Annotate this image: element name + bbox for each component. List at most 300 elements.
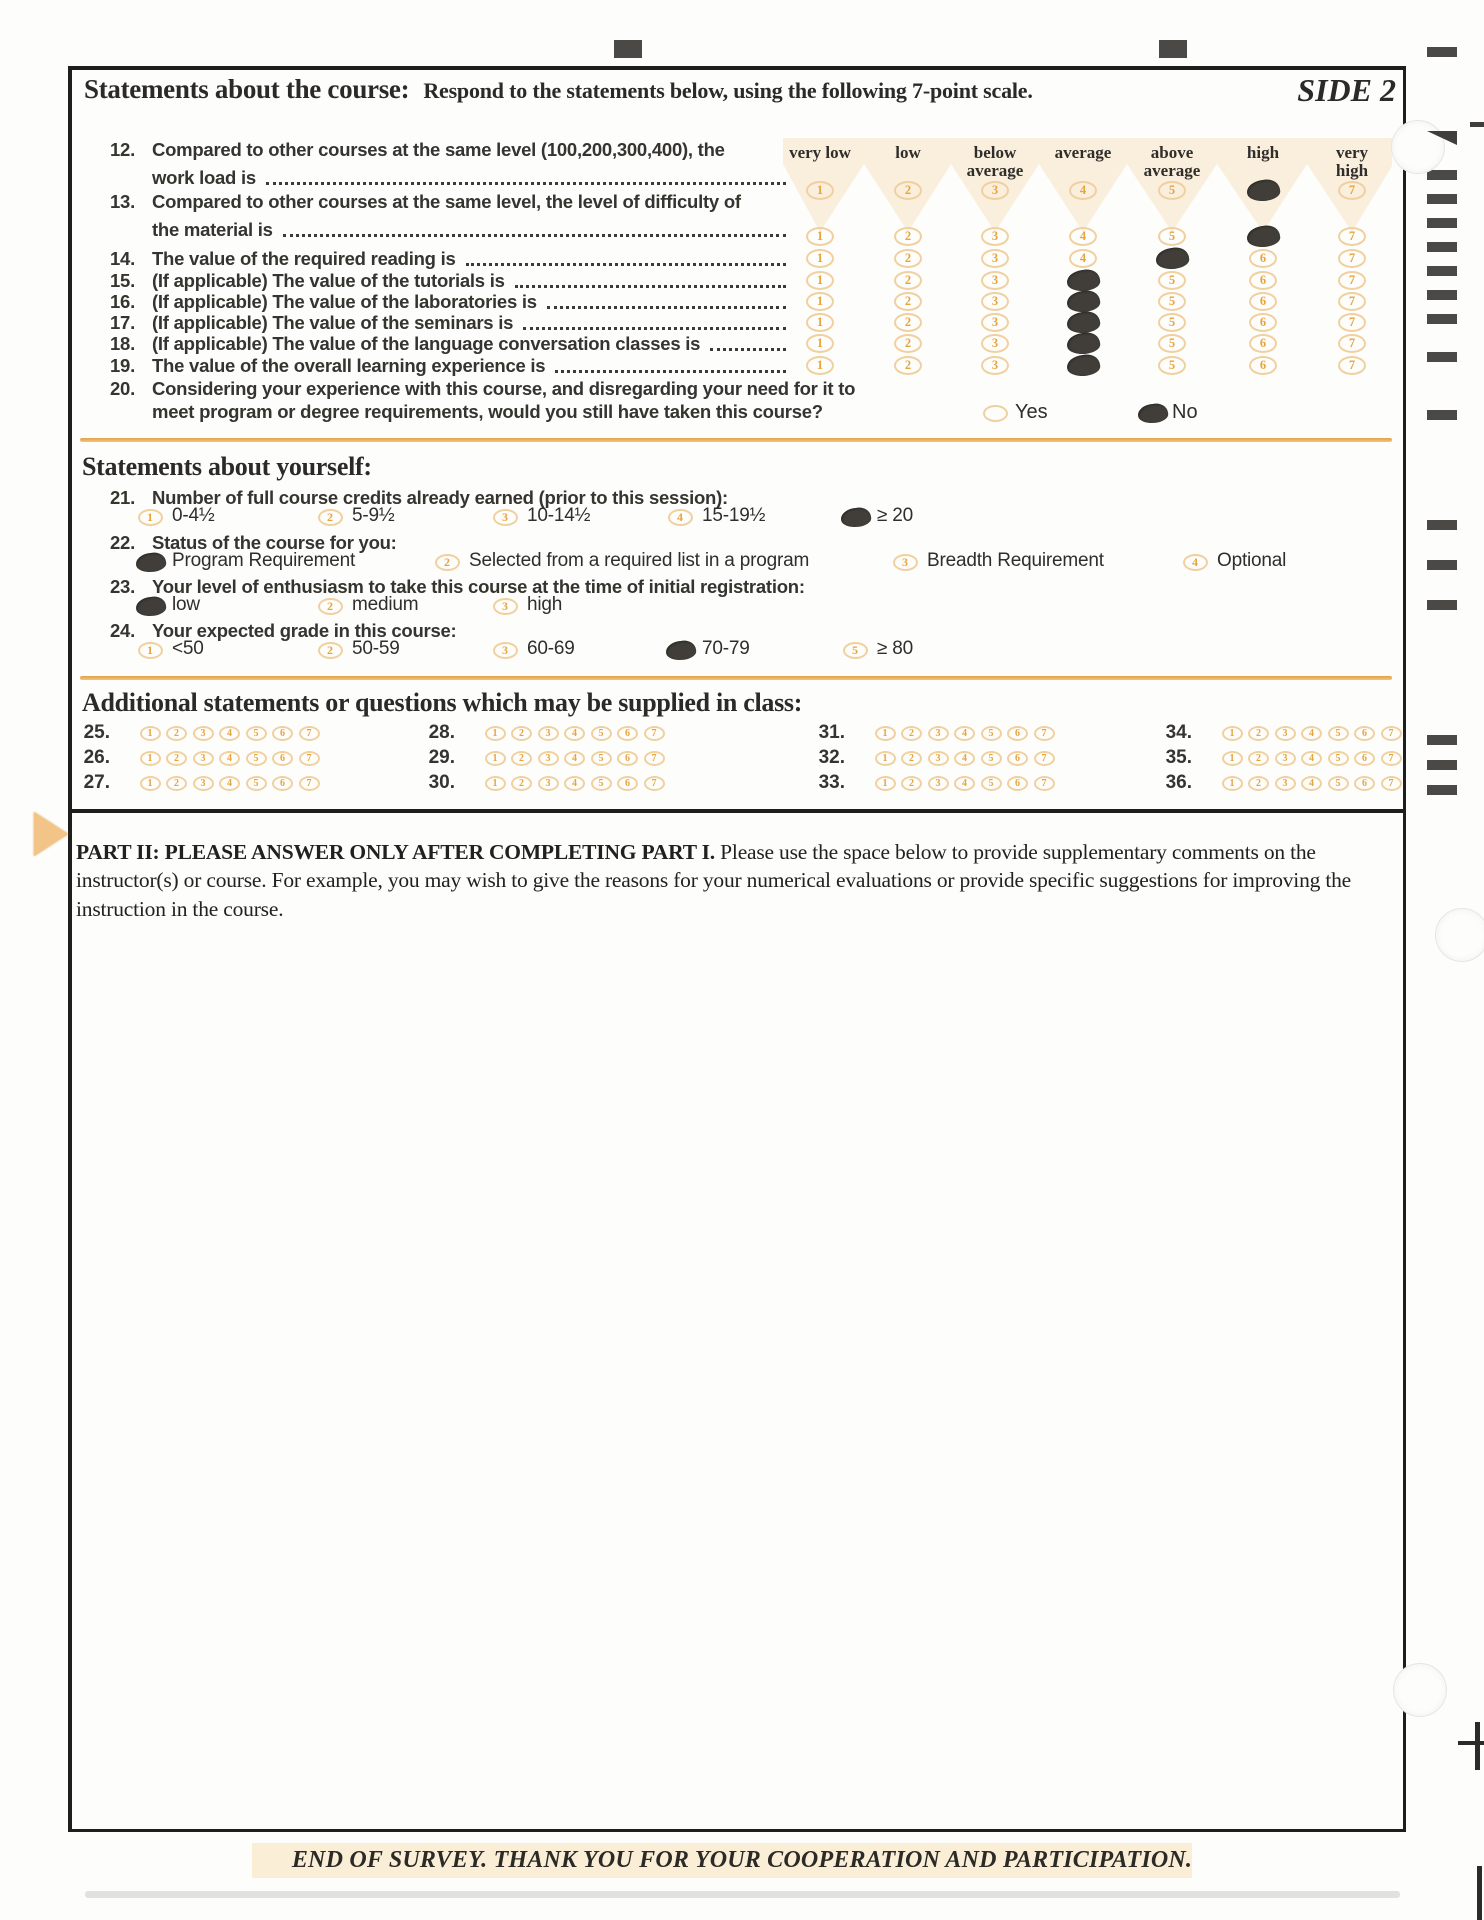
answer-bubble-5[interactable] — [1158, 227, 1186, 246]
question-text: Number of full course credits already earned (prior to this session): — [152, 487, 728, 508]
answer-bubble-4[interactable] — [1301, 751, 1322, 766]
option-label: 60-69 — [527, 638, 575, 659]
answer-bubble-2[interactable] — [1248, 726, 1269, 741]
question-text: (If applicable) The value of the language conversation classes is — [152, 333, 701, 354]
bubble-value: 7 — [651, 752, 657, 764]
answer-bubble-4[interactable] — [219, 776, 240, 791]
answer-bubble-1[interactable] — [485, 751, 506, 766]
answer-bubble-7[interactable] — [1338, 227, 1366, 246]
bubble-value: 7 — [306, 752, 312, 764]
question-text-line — [110, 378, 856, 400]
dotted-leader — [523, 327, 786, 330]
bubble-value: 7 — [651, 777, 657, 789]
answer-bubble-1[interactable] — [875, 751, 896, 766]
answer-bubble-6[interactable] — [1249, 181, 1277, 200]
answer-bubble-3[interactable] — [538, 776, 559, 791]
answer-bubble-7[interactable] — [299, 776, 320, 791]
bubble-value: 7 — [1348, 314, 1356, 329]
option-label: high — [527, 594, 563, 615]
bubble-value: 3 — [935, 752, 941, 764]
bubble-value: 1 — [147, 777, 153, 789]
bubble-value: 3 — [502, 598, 508, 613]
answer-bubble-3[interactable] — [928, 776, 949, 791]
answer-bubble[interactable] — [1140, 405, 1165, 422]
dotted-leader — [515, 285, 786, 288]
answer-bubble-1[interactable] — [485, 726, 506, 741]
dotted-leader — [555, 370, 786, 373]
answer-bubble-4[interactable] — [668, 642, 693, 659]
answer-bubble-3[interactable] — [193, 776, 214, 791]
bubble-value: 4 — [572, 777, 577, 789]
question-number: 22. — [110, 532, 135, 553]
answer-bubble-6[interactable] — [1249, 249, 1277, 268]
dotted-leader — [466, 263, 786, 266]
bubble-value: 1 — [1229, 752, 1235, 764]
answer-bubble-6[interactable] — [1249, 227, 1277, 246]
answer-bubble-3[interactable] — [981, 313, 1009, 332]
answer-bubble-2[interactable] — [318, 598, 343, 615]
bubble-value: 1 — [882, 727, 888, 739]
answer-bubble-5[interactable] — [981, 726, 1002, 741]
answer-bubble-4[interactable] — [219, 726, 240, 741]
answer-bubble-5[interactable] — [1158, 249, 1186, 268]
answer-bubble-5[interactable] — [1158, 181, 1186, 200]
bubble-value: 6 — [1362, 777, 1367, 789]
answer-bubble-1[interactable] — [140, 726, 161, 741]
answer-bubble-5[interactable] — [1158, 271, 1186, 290]
bubble-value: 7 — [1041, 777, 1047, 789]
part2-pointer-arrow — [34, 812, 68, 856]
answer-bubble-5[interactable] — [246, 726, 267, 741]
answer-bubble-6[interactable] — [1007, 751, 1028, 766]
corner-triangle-mark — [1427, 131, 1457, 145]
answer-bubble-7[interactable] — [644, 726, 665, 741]
bubble-value: 3 — [545, 727, 551, 739]
answer-bubble-6[interactable] — [1007, 726, 1028, 741]
bubble-value: 2 — [1256, 727, 1261, 739]
answer-bubble-1[interactable] — [806, 334, 834, 353]
answer-bubble-2[interactable] — [901, 726, 922, 741]
answer-bubble-7[interactable] — [1381, 776, 1402, 791]
answer-bubble-2[interactable] — [435, 554, 460, 571]
answer-bubble-4[interactable] — [1069, 292, 1097, 311]
bubble-value: 5 — [598, 752, 604, 764]
yourself-section-title: Statements about yourself: — [82, 452, 372, 481]
answer-bubble-4[interactable] — [1069, 181, 1097, 200]
answer-bubble-2[interactable] — [894, 356, 922, 375]
answer-bubble-2[interactable] — [166, 751, 187, 766]
timing-mark — [1427, 218, 1457, 228]
additional-question-number: 30. — [428, 772, 455, 793]
bubble-value: 5 — [1168, 182, 1176, 197]
answer-bubble-3[interactable] — [981, 249, 1009, 268]
question-text: (If applicable) The value of the seminars is — [152, 312, 514, 333]
answer-bubble-7[interactable] — [1381, 751, 1402, 766]
bubble-value: 5 — [1335, 752, 1341, 764]
answer-bubble-1[interactable] — [806, 313, 834, 332]
answer-bubble-4[interactable] — [564, 776, 585, 791]
scanner-streak — [85, 1891, 1400, 1898]
option-label: ≥ 80 — [877, 638, 914, 659]
answer-bubble-5[interactable] — [246, 776, 267, 791]
answer-bubble-7[interactable] — [1338, 356, 1366, 375]
bubble-value: 1 — [882, 777, 888, 789]
answer-bubble-4[interactable] — [1069, 249, 1097, 268]
answer-bubble-6[interactable] — [272, 726, 293, 741]
scale-label-very-low: very low — [789, 143, 851, 162]
bubble-value: 1 — [147, 752, 153, 764]
option-label: low — [172, 594, 200, 615]
answer-bubble-4[interactable] — [1301, 776, 1322, 791]
answer-bubble-3[interactable] — [981, 181, 1009, 200]
answer-bubble-4[interactable] — [1069, 271, 1097, 290]
part1-title: Statements about the course: — [84, 74, 410, 104]
answer-bubble-2[interactable] — [318, 642, 343, 659]
part2-body: Please use the space below to provide supplementary comments on the instructor(s) or course. For example, you may wish to give the reasons for your numerical evaluations or provide specific suggestions for improving the instruction in the course. — [76, 839, 1352, 921]
answer-bubble-3[interactable] — [1275, 726, 1296, 741]
bubble-value: 1 — [147, 727, 153, 739]
answer-bubble-1[interactable] — [806, 227, 834, 246]
answer-bubble-3[interactable] — [981, 292, 1009, 311]
question-number: 14. — [110, 248, 135, 269]
answer-bubble-6[interactable] — [617, 751, 638, 766]
option-label-yes: Yes — [1015, 401, 1048, 423]
bubble-value: 3 — [991, 228, 999, 243]
bubble-value: 3 — [991, 357, 999, 372]
bubble-value: 4 — [962, 777, 967, 789]
bubble-value: 4 — [227, 777, 232, 789]
answer-bubble-2[interactable] — [894, 227, 922, 246]
answer-bubble-7[interactable] — [1381, 726, 1402, 741]
answer-bubble-5[interactable] — [981, 776, 1002, 791]
answer-bubble-7[interactable] — [299, 751, 320, 766]
answer-bubble-4[interactable] — [954, 776, 975, 791]
answer-bubble-1[interactable] — [806, 292, 834, 311]
bubble-value: 5 — [598, 727, 604, 739]
answer-bubble-7[interactable] — [299, 726, 320, 741]
answer-bubble-3[interactable] — [493, 598, 518, 615]
answer-bubble-4[interactable] — [668, 509, 693, 526]
answer-bubble-3[interactable] — [538, 726, 559, 741]
answer-bubble-1[interactable] — [138, 598, 163, 615]
answer-bubble-5[interactable] — [1158, 292, 1186, 311]
dotted-leader — [547, 306, 786, 309]
answer-bubble-1[interactable] — [138, 509, 163, 526]
answer-bubble-3[interactable] — [1275, 776, 1296, 791]
bubble-value: 5 — [1168, 314, 1176, 329]
bubble-value: 1 — [1229, 727, 1235, 739]
answer-bubble-6[interactable] — [1249, 334, 1277, 353]
answer-bubble-6[interactable] — [1354, 776, 1375, 791]
bubble-value: 2 — [904, 357, 912, 372]
bubble-value: 2 — [327, 509, 333, 524]
answer-bubble-7[interactable] — [1338, 313, 1366, 332]
bubble-value: 4 — [677, 509, 683, 524]
bubble-value: 1 — [816, 250, 824, 265]
option-label: Program Requirement — [172, 550, 356, 571]
option-label: 50-59 — [352, 638, 400, 659]
answer-bubble-4[interactable] — [1069, 313, 1097, 332]
answer-bubble-7[interactable] — [1338, 181, 1366, 200]
bubble-value: 7 — [1348, 293, 1356, 308]
answer-bubble-4[interactable] — [1069, 227, 1097, 246]
bubble-value: 3 — [991, 293, 999, 308]
answer-bubble-3[interactable] — [981, 227, 1009, 246]
additional-question-number: 36. — [1165, 772, 1192, 793]
answer-bubble-4[interactable] — [564, 726, 585, 741]
bubble-value: 7 — [1348, 228, 1356, 243]
answer-bubble-4[interactable] — [219, 751, 240, 766]
answer-bubble-7[interactable] — [1034, 726, 1055, 741]
timing-mark — [1427, 785, 1457, 795]
bubble-value: 5 — [253, 752, 259, 764]
answer-bubble-1[interactable] — [806, 181, 834, 200]
bubble-value: 2 — [519, 777, 524, 789]
answer-bubble-2[interactable] — [901, 751, 922, 766]
answer-bubble-6[interactable] — [1249, 313, 1277, 332]
answer-bubble-7[interactable] — [644, 751, 665, 766]
bubble-value: 5 — [253, 777, 259, 789]
bubble-value: 3 — [935, 727, 941, 739]
additional-question-number: 29. — [428, 747, 455, 768]
answer-bubble-7[interactable] — [1338, 292, 1366, 311]
bubble-value: 6 — [1259, 314, 1267, 329]
question-number: 16. — [110, 291, 135, 312]
question-text-line — [110, 356, 790, 377]
answer-bubble-3[interactable] — [981, 334, 1009, 353]
answer-bubble-1[interactable] — [1222, 726, 1243, 741]
timing-mark — [1427, 560, 1457, 570]
question-number: 24. — [110, 620, 135, 641]
answer-bubble-5[interactable] — [591, 776, 612, 791]
answer-bubble-3[interactable] — [1275, 751, 1296, 766]
answer-bubble-4[interactable] — [1069, 334, 1097, 353]
bubble-value: 6 — [625, 752, 630, 764]
answer-bubble-1[interactable] — [138, 642, 163, 659]
answer-bubble-5[interactable] — [1158, 313, 1186, 332]
bubble-value: 6 — [1259, 250, 1267, 265]
bubble-value: 2 — [1256, 777, 1261, 789]
hole-punch — [1436, 909, 1484, 961]
question-text-line — [110, 621, 790, 642]
answer-bubble-7[interactable] — [1338, 249, 1366, 268]
answer-bubble-3[interactable] — [493, 642, 518, 659]
answer-bubble-2[interactable] — [894, 181, 922, 200]
answer-bubble-4[interactable] — [954, 726, 975, 741]
answer-bubble-6[interactable] — [1354, 751, 1375, 766]
answer-bubble-3[interactable] — [893, 554, 918, 571]
answer-bubble-3[interactable] — [193, 751, 214, 766]
answer-bubble-1[interactable] — [806, 271, 834, 290]
timing-mark — [1427, 735, 1457, 745]
bubble-value: 2 — [904, 314, 912, 329]
bubble-value: 1 — [816, 228, 824, 243]
answer-bubble-5[interactable] — [1158, 356, 1186, 375]
answer-bubble-2[interactable] — [894, 292, 922, 311]
bubble-value: 3 — [991, 250, 999, 265]
answer-bubble-3[interactable] — [538, 751, 559, 766]
bubble-value: 2 — [1256, 752, 1261, 764]
bubble-value: 3 — [200, 752, 206, 764]
option-label: 15-19½ — [702, 505, 766, 526]
answer-bubble-5[interactable] — [843, 642, 868, 659]
option-label: 0-4½ — [172, 505, 215, 526]
question-text-line — [110, 249, 790, 270]
answer-bubble-1[interactable] — [485, 776, 506, 791]
answer-bubble-3[interactable] — [928, 751, 949, 766]
answer-bubble-1[interactable] — [875, 776, 896, 791]
question-text-line — [110, 192, 790, 213]
bubble-value: 2 — [904, 272, 912, 287]
answer-bubble-6[interactable] — [1354, 726, 1375, 741]
bubble-value: 2 — [519, 727, 524, 739]
scale-label-high: high — [1246, 143, 1280, 162]
crosshair-mark — [1458, 1741, 1484, 1745]
side-label: SIDE 2 — [1297, 72, 1396, 108]
timing-mark — [1427, 314, 1457, 324]
bubble-value: 2 — [444, 554, 450, 569]
bubble-value: 1 — [492, 777, 498, 789]
answer-bubble-1[interactable] — [140, 776, 161, 791]
answer-bubble[interactable] — [983, 405, 1008, 422]
question-text-line — [110, 292, 790, 313]
timing-mark — [1427, 170, 1457, 180]
answer-bubble-1[interactable] — [140, 751, 161, 766]
bubble-value: 2 — [519, 752, 524, 764]
answer-bubble-1[interactable] — [875, 726, 896, 741]
bubble-value: 3 — [991, 335, 999, 350]
answer-bubble-7[interactable] — [1034, 751, 1055, 766]
answer-bubble-4[interactable] — [564, 751, 585, 766]
answer-bubble-5[interactable] — [843, 509, 868, 526]
bubble-value: 6 — [1259, 357, 1267, 372]
bubble-value: 6 — [280, 727, 285, 739]
bubble-value: 5 — [988, 727, 994, 739]
answer-bubble-5[interactable] — [591, 751, 612, 766]
timing-mark — [1427, 600, 1457, 610]
answer-bubble-1[interactable] — [806, 249, 834, 268]
dotted-leader — [710, 348, 786, 351]
bubble-value: 6 — [1259, 335, 1267, 350]
bubble-value: 6 — [1259, 272, 1267, 287]
question-text: The value of the required reading is — [152, 248, 456, 269]
answer-bubble-6[interactable] — [617, 726, 638, 741]
registration-square-mark — [1159, 40, 1187, 58]
bubble-value: 1 — [816, 335, 824, 350]
answer-bubble-2[interactable] — [901, 776, 922, 791]
answer-bubble-2[interactable] — [1248, 776, 1269, 791]
answer-bubble-2[interactable] — [894, 334, 922, 353]
answer-bubble-2[interactable] — [166, 726, 187, 741]
option-label: <50 — [172, 638, 204, 659]
answer-bubble-6[interactable] — [1007, 776, 1028, 791]
answer-bubble-5[interactable] — [1328, 726, 1349, 741]
bubble-value: 6 — [625, 727, 630, 739]
bubble-value: 7 — [1041, 752, 1047, 764]
answer-bubble-3[interactable] — [928, 726, 949, 741]
bubble-value: 7 — [1348, 272, 1356, 287]
bubble-value: 6 — [1362, 752, 1367, 764]
timing-mark — [1427, 520, 1457, 530]
answer-bubble-7[interactable] — [1338, 334, 1366, 353]
answer-bubble-4[interactable] — [1183, 554, 1208, 571]
bubble-value: 7 — [651, 727, 657, 739]
edge-tick-mark — [1470, 122, 1484, 127]
option-label: Optional — [1217, 550, 1287, 571]
bubble-value: 5 — [1335, 727, 1341, 739]
question-text: Compared to other courses at the same level (100,200,300,400), the — [152, 139, 725, 160]
bubble-value: 5 — [1168, 357, 1176, 372]
answer-bubble-7[interactable] — [644, 776, 665, 791]
answer-bubble-5[interactable] — [1158, 334, 1186, 353]
answer-bubble-5[interactable] — [591, 726, 612, 741]
question-number: 12. — [110, 139, 135, 160]
question-text: (If applicable) The value of the tutorials is — [152, 270, 505, 291]
answer-bubble-3[interactable] — [193, 726, 214, 741]
answer-bubble-5[interactable] — [1328, 751, 1349, 766]
answer-bubble-2[interactable] — [511, 726, 532, 741]
question-text-line — [110, 271, 790, 292]
answer-bubble-3[interactable] — [493, 509, 518, 526]
option-label: ≥ 20 — [877, 505, 914, 526]
answer-bubble-6[interactable] — [1249, 356, 1277, 375]
answer-bubble-3[interactable] — [981, 356, 1009, 375]
question-number: 18. — [110, 333, 135, 354]
answer-bubble-4[interactable] — [954, 751, 975, 766]
answer-bubble-6[interactable] — [1249, 292, 1277, 311]
answer-bubble-5[interactable] — [246, 751, 267, 766]
bubble-value: 4 — [1309, 727, 1314, 739]
answer-bubble-1[interactable] — [138, 554, 163, 571]
answer-bubble-2[interactable] — [894, 271, 922, 290]
answer-bubble-7[interactable] — [1338, 271, 1366, 290]
answer-bubble-3[interactable] — [981, 271, 1009, 290]
answer-bubble-6[interactable] — [272, 751, 293, 766]
bubble-value: 7 — [1388, 752, 1394, 764]
answer-bubble-6[interactable] — [272, 776, 293, 791]
bubble-value: 5 — [852, 642, 858, 657]
answer-bubble-2[interactable] — [511, 776, 532, 791]
answer-bubble-6[interactable] — [1249, 271, 1277, 290]
answer-bubble-2[interactable] — [318, 509, 343, 526]
bubble-value: 2 — [909, 752, 914, 764]
crosshair-mark — [1475, 1722, 1480, 1770]
answer-bubble-2[interactable] — [511, 751, 532, 766]
option-label: medium — [352, 594, 419, 615]
bubble-value: 1 — [492, 727, 498, 739]
answer-bubble-6[interactable] — [617, 776, 638, 791]
bubble-value: 2 — [909, 777, 914, 789]
bubble-value: 2 — [904, 335, 912, 350]
answer-bubble-4[interactable] — [1069, 356, 1097, 375]
answer-bubble-1[interactable] — [1222, 776, 1243, 791]
question-text: Considering your experience with this course, and disregarding your need for it to — [152, 378, 856, 399]
answer-bubble-5[interactable] — [1328, 776, 1349, 791]
answer-bubble-1[interactable] — [1222, 751, 1243, 766]
bubble-value: 4 — [572, 752, 577, 764]
answer-bubble-4[interactable] — [1301, 726, 1322, 741]
question-text: (If applicable) The value of the laboratories is — [152, 291, 537, 312]
answer-bubble-2[interactable] — [166, 776, 187, 791]
answer-bubble-2[interactable] — [894, 313, 922, 332]
answer-bubble-2[interactable] — [1248, 751, 1269, 766]
answer-bubble-7[interactable] — [1034, 776, 1055, 791]
bubble-value: 7 — [306, 777, 312, 789]
answer-bubble-2[interactable] — [894, 249, 922, 268]
question-text-line — [152, 168, 790, 189]
answer-bubble-1[interactable] — [806, 356, 834, 375]
answer-bubble-5[interactable] — [981, 751, 1002, 766]
